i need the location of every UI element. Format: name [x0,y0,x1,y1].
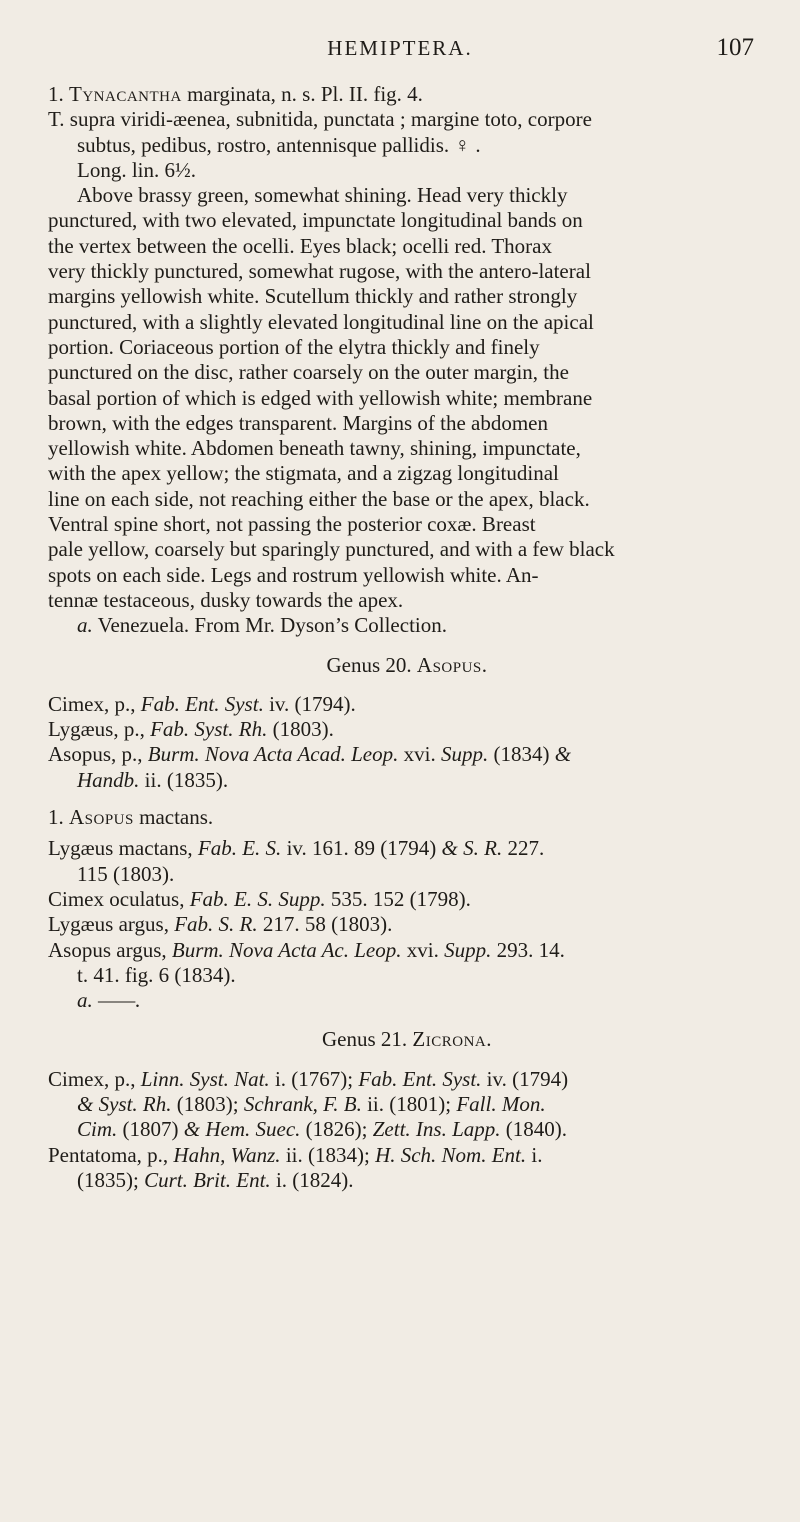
synonym-name: Cimex, p., [48,1066,141,1091]
citation-title: Burm. Nova Acta Ac. Leop. [171,937,402,962]
synonymy-line: t. 41. fig. 6 (1834). [77,962,236,987]
synonymy-line [48,1117,766,1142]
description-line: Above brassy green, somewhat shining. Head very thickly [77,183,568,208]
citation-title: Zett. Ins. Lapp. [372,1117,501,1142]
citation-title: & S. R. [441,836,503,861]
citation-detail: 217. 58 (1803). [257,912,393,937]
synonymy-line [48,836,766,861]
specimen-line [48,988,766,1013]
synonymy-line [48,1143,766,1168]
citation-detail: xvi. [398,742,441,767]
citation-title: Supp. [444,937,492,962]
citation-title: Fab. E. S. Supp. [189,886,326,911]
citation-detail: 227. [502,836,545,861]
description-line: pale yellow, coarsely but sparingly punctured, and with a few black [48,537,615,562]
latin-diagnosis-line: subtus, pedibus, rostro, antennisque pallidis. ♀ . [77,132,481,157]
citation-title: Cim. [77,1117,118,1142]
citation-title: Fall. Mon. [456,1091,546,1116]
citation-detail: iv. (1794) [481,1066,569,1091]
latin-diagnosis-line: T. supra viridi-æenea, subnitida, punctata ; margine toto, corpore [48,107,592,132]
citation-detail: (1807) [117,1117,184,1142]
citation-title: H. Sch. Nom. Ent. [375,1142,527,1167]
species-name: marginata, n. s. Pl. II. fig. 4. [187,82,423,106]
synonymy-line [48,1067,766,1092]
running-head [0,34,800,74]
synonymy-line [48,742,766,767]
description-line: brown, with the edges transparent. Margins of the abdomen [48,410,548,435]
citation-detail: ii. (1801); [361,1091,457,1116]
citation-detail: iv. 161. 89 (1794) [281,836,442,861]
citation-title: Linn. Syst. Nat. [140,1066,270,1091]
synonymy-line [48,768,766,793]
synonym-name: Cimex oculatus, [48,886,190,911]
citation-detail: ii. (1834); [280,1142,376,1167]
citation-detail: (1840). [500,1117,567,1142]
citation-title: & Syst. Rh. [77,1091,172,1116]
description-line: punctured, with two elevated, impunctate longitudinal bands on [48,208,583,233]
citation-detail: 293. 14. [491,937,565,962]
description-paragraph [48,183,766,638]
species-number: 1. [48,805,64,830]
species-heading [48,805,766,830]
genus-name: Asopus [69,805,134,830]
description-line: spots on each side. Legs and rostrum yellowish white. An- [48,562,539,587]
specimen-line [48,613,766,638]
citation-detail: (1835); [77,1167,145,1192]
citation-title: Fab. S. R. [174,912,258,937]
citation-title: Schrank, F. B. [243,1091,362,1116]
citation-title: Fab. Syst. Rh. [150,717,268,742]
species-number: 1. [48,82,64,106]
genus-title: Zicrona. [412,1027,492,1052]
description-line: punctured, with a slightly elevated longitudinal line on the apical [48,309,594,334]
synonym-name: Asopus, p., [48,742,148,767]
description-line: Ventral spine short, not passing the posterior coxæ. Breast [48,512,536,537]
citation-detail: i. (1767); [269,1066,359,1091]
citation-detail: i. (1824). [270,1167,354,1192]
description-line: yellowish white. Abdomen beneath tawny, shining, impunctate, [48,436,581,461]
ampersand: & [554,742,572,767]
genus-name: Tynacantha [69,82,182,106]
synonym-name: Lygæus argus, [48,912,175,937]
citation-title: Burm. Nova Acta Acad. Leop. [147,742,399,767]
description-line: with the apex yellow; the stigmata, and a zigzag longitudinal [48,461,559,486]
specimen-letter: a. [77,613,93,638]
citation-detail: (1803); [171,1091,244,1116]
specimen-entry: a. ——. [77,988,141,1013]
citation-title: & Hem. Suec. [183,1117,301,1142]
citation-detail: ii. (1835). [139,767,229,792]
description-line: punctured on the disc, rather coarsely on the outer margin, the [48,360,569,385]
spacer [48,793,766,805]
synonym-name: Asopus argus, [48,937,172,962]
description-line: basal portion of which is edged with yellowish white; membrane [48,385,593,410]
genus-number: Genus 21. [321,1027,408,1052]
description-line: line on each side, not reaching either the base or the apex, black. [48,486,590,511]
synonymy-line [48,912,766,937]
measurement-line: Long. lin. 6½. [77,157,196,182]
synonymy-line [48,938,766,963]
running-title: HEMIPTERA. [327,36,473,60]
citation-detail: xvi. [401,937,445,962]
citation-title: Fab. E. S. [197,836,282,861]
citation-detail: i. [526,1142,543,1167]
page-number: 107 [716,34,754,61]
synonymy-line [48,717,766,742]
synonym-name: Pentatoma, p., [48,1142,174,1167]
synonymy-line: 115 (1803). [77,861,175,886]
genus-heading [48,653,766,678]
citation-detail: 535. 152 (1798). [325,886,471,911]
genus-title: Asopus. [416,652,488,677]
citation-title: Fab. Ent. Syst. [358,1066,482,1091]
citation-detail: (1826); [300,1117,373,1142]
citation-title: Fab. Ent. Syst. [140,691,264,716]
citation-title: Hahn, Wanz. [173,1142,281,1167]
genus-heading [48,1027,766,1052]
synonymy-line [48,1092,766,1117]
synonym-name: Lygæus mactans, [48,836,198,861]
synonym-name: Cimex, p., [48,691,141,716]
species-name: mactans. [139,805,214,830]
citation-detail: (1834) [488,742,555,767]
description-line: very thickly punctured, somewhat rugose, with the antero-lateral [48,259,591,284]
genus-number: Genus 20. [326,652,412,677]
description-line: tennæ testaceous, dusky towards the apex. [48,587,404,612]
synonym-name: Lygæus, p., [48,717,151,742]
citation-detail: iv. (1794). [263,691,356,716]
species-heading [48,82,766,107]
description-line: the vertex between the ocelli. Eyes black; ocelli red. Thorax [48,233,552,258]
citation-detail: (1803). [267,717,334,742]
synonymy-line [48,1168,766,1193]
citation-title: Handb. [77,767,140,792]
body-text [48,82,766,1193]
specimen-locality: Venezuela. From Mr. Dyson’s Collection. [97,613,447,638]
description-line: portion. Coriaceous portion of the elytra thickly and finely [48,334,540,359]
description-line: margins yellowish white. Scutellum thickly and rather strongly [48,284,578,309]
synonymy-line [48,692,766,717]
citation-title: Curt. Brit. Ent. [144,1167,271,1192]
citation-title: Supp. [440,742,489,767]
synonymy-line [48,887,766,912]
